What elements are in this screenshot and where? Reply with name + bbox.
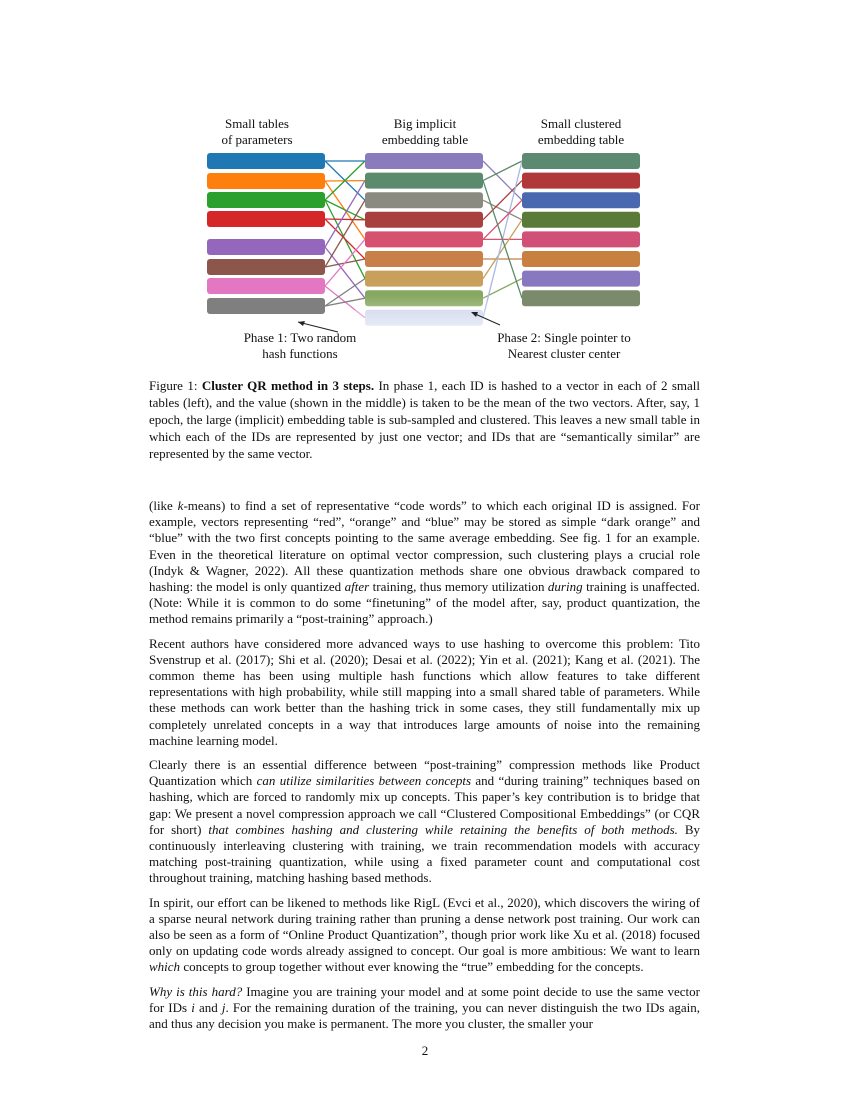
- hash-links: [325, 161, 365, 318]
- middle-header-line2: embedding table: [381, 132, 469, 147]
- p5-seg: . For the remaining duration of the training, you can never distinguish the two IDs again, and thus any decision you make is permanent. The more you cluster, the smaller your: [149, 999, 700, 1032]
- phase2-line2: Nearest cluster center: [507, 346, 621, 361]
- left-table-row: [207, 278, 325, 294]
- phase2-label: [479, 330, 649, 362]
- left-header-line1: Small tables: [225, 116, 289, 131]
- middle-header-line1: Big implicit: [393, 116, 457, 131]
- p1-seg: training, thus memory utilization: [369, 579, 548, 595]
- p4-italic: which: [149, 959, 181, 975]
- p3-seg: Clearly there is an essential difference between “post-training” compression methods like Product Quantization which: [149, 757, 700, 789]
- left-table-row: [207, 259, 325, 275]
- middle-table-row: [365, 173, 483, 189]
- right-table-row: [522, 212, 640, 228]
- middle-table-row: [365, 192, 483, 208]
- right-table-row: [522, 290, 640, 306]
- p1-seg: -means) to find a set of representative “code words” to which each original ID is assigned. For example, vectors representing “red”, “orange” and “blue” may be stored as simple “dark orange” and “blue” with the two first concepts pointing to the same average embedding. See fig. 1 for an example. Even in the theoretical literature on optimal vector compression, such clustering plays a crucial role (Indyk & Wagner, 2022). All these quantization methods share one obvious drawback compared to hashing: the model is only quantized: [149, 498, 700, 595]
- phase2-line1: Phase 2: Single pointer to: [497, 330, 631, 345]
- p5-seg: and: [194, 999, 222, 1015]
- p1-kmeans-var: k: [177, 498, 184, 513]
- left-table-row: [207, 192, 325, 208]
- p3-seg: By continuously interleaving clustering with training, we train recommendation models with accuracy matching post-training quantization, while using a fixed parameter count and computational cost throughout training, matching hashing based methods.: [149, 821, 700, 886]
- right-header-line2: embedding table: [537, 132, 625, 147]
- paragraph-2: Recent authors have considered more advanced ways to use hashing to overcome this problem: Tito Svenstrup et al. (2017); Shi et al. (2020); Desai et al. (2022); Yin et al. (2021); Kang et al. (2021). The common theme has been using multiple hash functions which allow features to take different representations with high probability, while still mapping into a small shared table of parameters. While these methods can work better than the hashing trick in some cases, they still fundamentally mix up completely unrelated concepts in a way that introduces large amounts of noise into the remaining machine learning model.: [149, 635, 700, 748]
- middle-table-row: [365, 251, 483, 267]
- left-table-row: [207, 239, 325, 255]
- left-table-row: [207, 173, 325, 189]
- paragraph-4: [149, 895, 700, 976]
- right-table-row: [522, 231, 640, 247]
- cluster-link: [483, 200, 522, 220]
- paragraph-3: [149, 757, 700, 887]
- hash-link: [325, 219, 365, 220]
- right-table: [522, 153, 640, 306]
- p1-seg: training is unaffected. (Note: While it is common to do some “finetuning” of the model after, say, product quantization, the method remains primarily a “post-training” approach.): [149, 579, 700, 627]
- p5-var-j: j: [221, 999, 226, 1015]
- paragraph-5: [149, 984, 700, 1033]
- left-header-line2: of parameters: [221, 132, 293, 147]
- middle-header: [355, 116, 495, 148]
- figure-1: [195, 110, 655, 370]
- body-text: [149, 498, 700, 1040]
- figure-caption: [149, 377, 700, 462]
- caption-text: In phase 1, each ID is hashed to a vector in each of 2 small tables (left), and the value (shown in the middle) is taken to be the mean of the two vectors. After, say, 1 epoch, the large (implicit) embedding table is sub-sampled and clustered. This leaves a new small table in which each of the IDs are represented by just one vector; and IDs that are “semantically similar” are represented by the same vector.: [149, 378, 701, 461]
- phase1-line2: hash functions: [262, 346, 338, 361]
- cluster-link: [483, 200, 522, 239]
- cluster-links: [483, 161, 522, 318]
- cluster-link: [483, 161, 522, 200]
- right-table-row: [522, 271, 640, 287]
- p3-seg: and “during training” techniques based on hashing, which are forced to randomly mix up concepts. This paper’s key contribution is to bridge that gap: We present a novel compression approach we call “Clustered Compositional Embeddings” (or CQR for short): [149, 773, 700, 837]
- right-table-row: [522, 192, 640, 208]
- paragraph-1: [149, 498, 700, 628]
- p1-italic-during: during: [547, 579, 583, 595]
- caption-bold: Cluster QR method in 3 steps.: [201, 378, 375, 393]
- p5-var-i: i: [191, 999, 195, 1015]
- hash-link: [325, 239, 365, 286]
- phase1-label: [225, 330, 375, 362]
- right-table-row: [522, 251, 640, 267]
- phase1-line1: Phase 1: Two random: [243, 330, 357, 345]
- middle-table-row: [365, 153, 483, 169]
- p3-italic: that combines hashing and clustering while retaining the benefits of both methods.: [208, 821, 678, 837]
- left-table-row: [207, 298, 325, 314]
- right-header: [511, 116, 651, 148]
- p1-seg: (like: [149, 498, 178, 513]
- right-table-row: [522, 153, 640, 169]
- middle-table-row: [365, 212, 483, 228]
- page-number: 2: [421, 1043, 429, 1058]
- p3-italic: can utilize similarities between concepts: [256, 773, 472, 789]
- p5-seg: Imagine you are training your model and at some point decide to use the same vector for IDs: [149, 983, 700, 1015]
- middle-table-row: [365, 231, 483, 247]
- cluster-link: [483, 161, 522, 181]
- cluster-link: [483, 220, 522, 279]
- left-header: [187, 116, 327, 148]
- caption-prefix: Figure 1:: [149, 378, 198, 393]
- right-header-line1: Small clustered: [540, 116, 622, 131]
- left-table-row: [207, 153, 325, 169]
- middle-table-row: [365, 271, 483, 287]
- fade-overlay: [355, 295, 495, 355]
- left-table-row: [207, 211, 325, 227]
- p5-italic-question: Why is this hard?: [149, 983, 243, 999]
- p4-seg: concepts to group together without ever knowing the “true” embedding for the concepts.: [180, 959, 644, 975]
- p1-italic-after: after: [344, 579, 370, 595]
- hash-link: [325, 219, 365, 259]
- p4-seg: In spirit, our effort can be likened to methods like RigL (Evci et al., 2020), which discovers the wiring of a sparse neural network during training rather than pruning a dense network post training. Our work can also be seen as a form of “Online Product Quantization”, though prior work like Xu et al. (2018) focused only on updating code words already assigned to concept. Our goal is more ambitious: We want to learn: [149, 894, 700, 959]
- left-table: [207, 153, 325, 314]
- right-table-row: [522, 173, 640, 189]
